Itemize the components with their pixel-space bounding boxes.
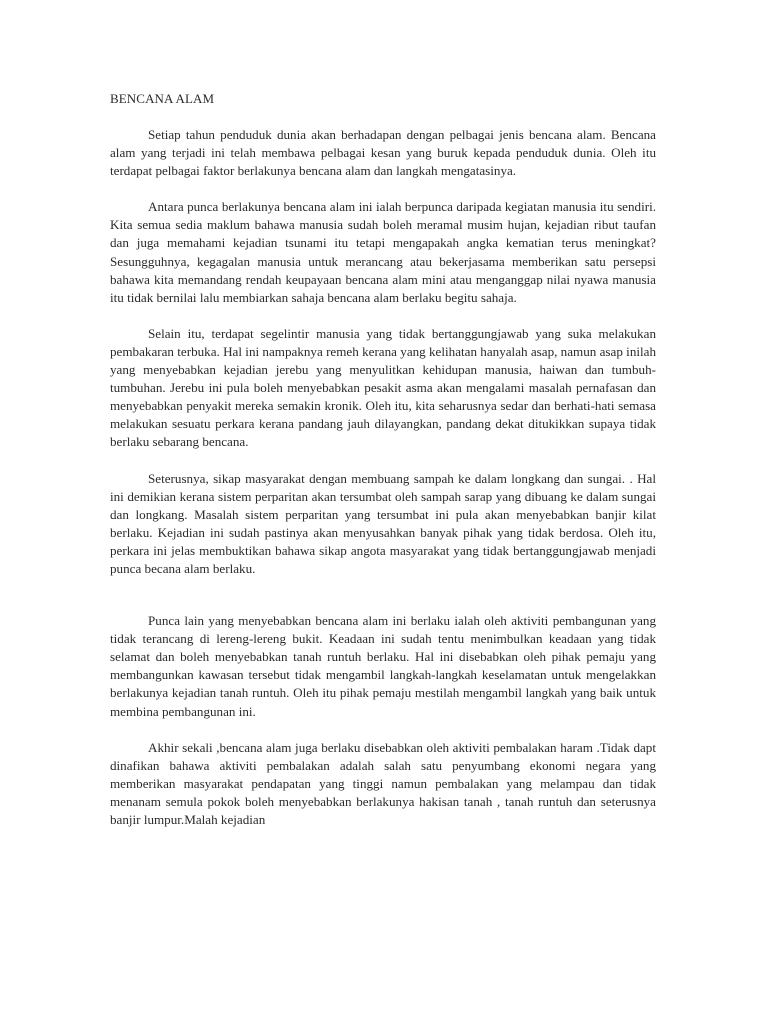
paragraph-hillside-development: Punca lain yang menyebabkan bencana alam ini berlaku ialah oleh aktiviti pembangunan yang tidak terancang di lereng-lereng bukit. Keadaan ini sudah tentu menimbulkan keadaan yang tidak selamat dan boleh menyebabkan tanah runtuh berlaku. Hal ini disebabkan oleh pihak pemaju yang membangunkan kawasan tersebut tidak mengambil langkah-langkah keselamatan untuk mengelakkan berlakunya kejadian tanah runtuh. Oleh itu pihak pemaju mestilah mengambil langkah yang baik untuk membina pembangunan ini. [110, 613, 656, 719]
document-title: BENCANA ALAM [110, 91, 215, 106]
paragraph-open-burning: Selain itu, terdapat segelintir manusia yang tidak bertanggungjawab yang suka melakukan pembakaran terbuka. Hal ini nampaknya remeh kerana yang kelihatan hanyalah asap, namun asap inilah yang menyebabkan kejadian jerebu yang menyulitkan kehidupan manusia, haiwan dan tumbuh-tumbuhan. Jerebu ini pula boleh menyebabkan pesakit asma akan mengalami masalah pernafasan dan menyebabkan penyakit mereka semakin kronik. Oleh itu, kita seharusnya sedar dan berhati-hati semasa melakukan sesuatu perkara kerana pandang jauh dilayangkan, pandang dekat ditukikkan supaya tidak berlaku sebarang bencana. [110, 325, 656, 450]
paragraph-illegal-logging: Akhir sekali ,bencana alam juga berlaku disebabkan oleh aktiviti pembalakan haram .Tidak dapt dinafikan bahawa aktiviti pembalakan adalah salah satu penyumbang ekonomi negara yang memberikan masyarakat pendapatan yang tinggi namun pembalakan yang melampau dan tidak menanam semula pokok boleh menyebabkan berlakunya hakisan tanah , tanah runtuh dan seterusnya banjir lumpur.Malah kejadian [110, 739, 656, 827]
paragraph-rubbish: Seterusnya, sikap masyarakat dengan membuang sampah ke dalam longkang dan sungai. . Hal ini demikian kerana sistem perparitan akan tersumbat oleh sampah sarap yang dibuang ke dalam sungai dan longkang. Masalah sistem perparitan yang tersumbat ini pula akan menyebabkan banjir kilat berlaku. Kejadian ini sudah pastinya akan menyusahkan banyak pihak yang tidak berdosa. Oleh itu, perkara ini jelas membuktikan bahawa sikap angota masyarakat yang tidak bertanggungjawab menjadi punca becana alam berlaku. [110, 470, 656, 576]
paragraph-human-activity: Antara punca berlakunya bencana alam ini ialah berpunca daripada kegiatan manusia itu sendiri. Kita semua sedia maklum bahawa manusia sudah boleh meramal musim hujan, kejadian ribut taufan dan juga memahami kejadian tsunami itu tetapi mengapakah angka kematian terus meningkat? Sesungguhnya, kegagalan manusia untuk merancang atau bekerjasama memberikan satu persepsi bahawa kita memandang rendah keupayaan bencana alam mini atau menganggap nilai nyawa manusia itu tidak bernilai lalu membiarkan sahaja bencana alam berlaku begitu sahaja. [110, 199, 656, 305]
document-page [110, 90, 656, 1024]
paragraph-intro: Setiap tahun penduduk dunia akan berhadapan dengan pelbagai jenis bencana alam. Bencana alam yang terjadi ini telah membawa pelbagai kesan yang buruk kepada penduduk dunia. Oleh itu terdapat pelbagai faktor berlakunya bencana alam dan langkah mengatasinya. [110, 127, 656, 179]
